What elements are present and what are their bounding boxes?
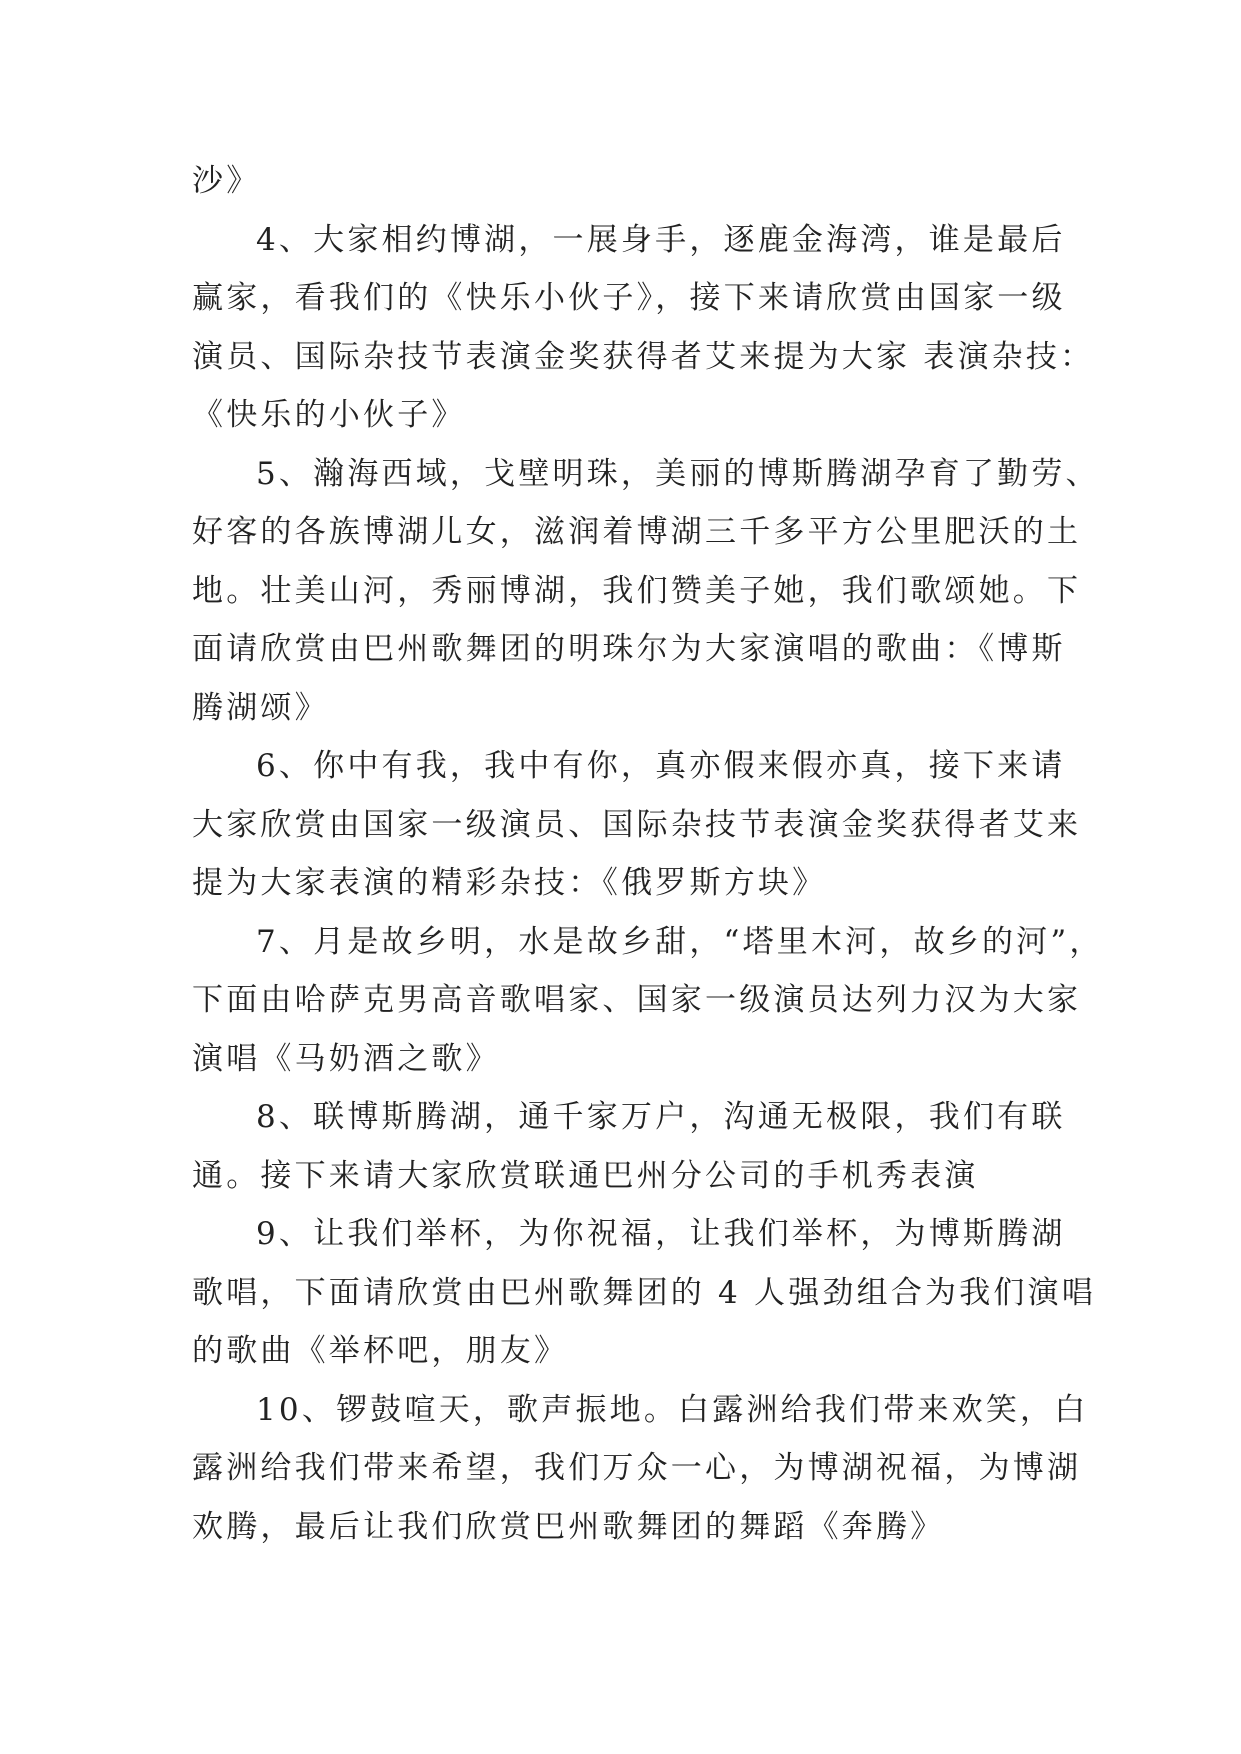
- paragraph-line: 地。壮美山河，秀丽博湖，我们赞美子她，我们歌颂她。下: [192, 572, 1082, 609]
- paragraph-item-6: [192, 737, 1082, 913]
- paragraph-item-10: [192, 1381, 1089, 1557]
- paragraph-line: 9、让我们举杯，为你祝福，让我们举杯，为博斯腾湖: [256, 1216, 1066, 1252]
- paragraph-line: 7、月是故乡明，水是故乡甜，“塔里木河，故乡的河”，: [256, 923, 1104, 960]
- paragraph-line: 歌唱，下面请欣赏由巴州歌舞团的 4 人强劲组合为我们演唱: [192, 1274, 1097, 1311]
- paragraph-line: 的歌曲《举杯吧，朋友》: [192, 1333, 569, 1369]
- paragraph-line: 沙》: [192, 163, 261, 199]
- paragraph-line: 演员、国际杂技节表演金奖获得者艾来提为大家 表演杂技：: [192, 338, 1095, 375]
- paragraph-line: 露洲给我们带来希望，我们万众一心，为博湖祝福，为博湖: [192, 1450, 1082, 1486]
- paragraph-line: 好客的各族博湖儿女，滋润着博湖三千多平方公里肥沃的土: [192, 514, 1082, 550]
- paragraph-line: 面请欣赏由巴州歌舞团的明珠尔为大家演唱的歌曲：《博斯: [192, 631, 1066, 667]
- paragraph-item-8: [192, 1088, 1072, 1205]
- paragraph-line: 下面由哈萨克男高音歌唱家、国家一级演员达列力汉为大家: [192, 982, 1082, 1018]
- paragraph-line: 腾湖颂》: [192, 689, 329, 726]
- paragraph-line: 大家欣赏由国家一级演员、国际杂技节表演金奖获得者艾来: [192, 806, 1082, 843]
- paragraph-line: 欢腾，最后让我们欣赏巴州歌舞团的舞蹈《奔腾》: [192, 1508, 945, 1545]
- paragraph-line: 提为大家表演的精彩杂技：《俄罗斯方块》: [192, 865, 827, 901]
- paragraph-item-7: [192, 913, 1104, 1089]
- paragraph-line: 《快乐的小伙子》: [192, 397, 466, 433]
- paragraph-line: 演唱《马奶酒之歌》: [192, 1040, 500, 1077]
- paragraph-item-9: [192, 1205, 1097, 1381]
- paragraph-line: 8、联博斯腾湖，通千家万户，沟通无极限，我们有联: [256, 1099, 1066, 1135]
- paragraph-continuation: [192, 152, 1072, 211]
- document-body: [192, 152, 1104, 1556]
- paragraph-line: 通。接下来请大家欣赏联通巴州分公司的手机秀表演: [192, 1157, 979, 1194]
- paragraph-line: 10、锣鼓喧天，歌声振地。白露洲给我们带来欢笑，白: [256, 1391, 1089, 1428]
- paragraph-line: 6、你中有我，我中有你，真亦假来假亦真，接下来请: [256, 748, 1066, 784]
- paragraph-line: 4、大家相约博湖，一展身手，逐鹿金海湾，谁是最后: [256, 221, 1066, 258]
- paragraph-item-5: [192, 445, 1100, 738]
- paragraph-item-4: [192, 211, 1095, 445]
- paragraph-line: 5、瀚海西域，戈壁明珠，美丽的博斯腾湖孕育了勤劳、: [256, 455, 1100, 492]
- paragraph-line: 赢家，看我们的《快乐小伙子》，接下来请欣赏由国家一级: [192, 280, 1066, 316]
